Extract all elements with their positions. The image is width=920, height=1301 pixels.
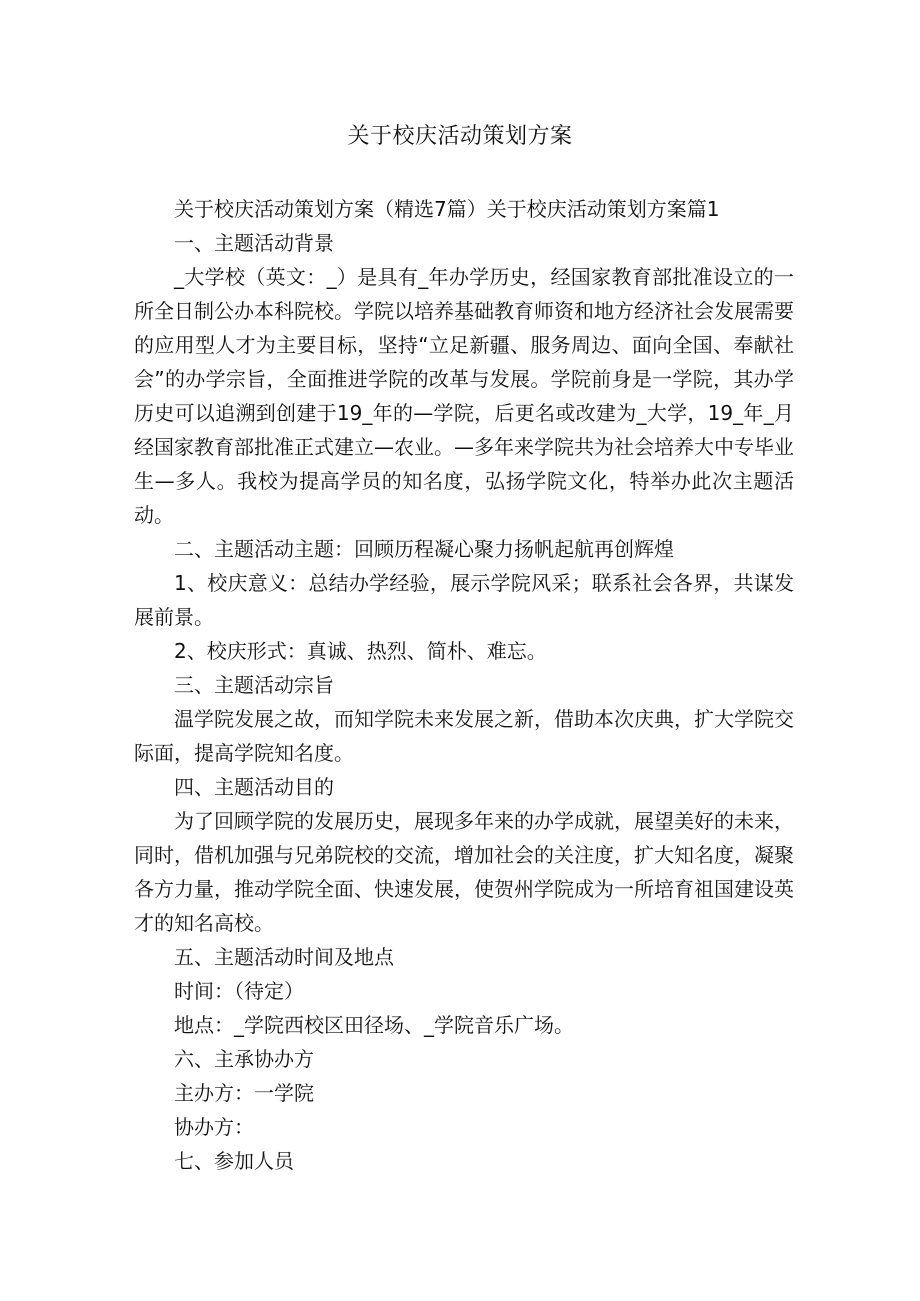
theme-item-form: 2、校庆形式：真诚、热烈、简朴、难忘。 <box>174 639 547 663</box>
section-heading-purpose: 三、主题活动宗旨 <box>174 673 334 697</box>
section-heading-time-place: 五、主题活动时间及地点 <box>174 945 394 969</box>
host-line: 主办方：一学院 <box>174 1081 314 1105</box>
section-heading-organizers: 六、主承协办方 <box>174 1047 314 1071</box>
section-heading-participants: 七、参加人员 <box>174 1149 294 1173</box>
place-line: 地点：_学院西校区田径场、_学院音乐广场。 <box>174 1013 574 1037</box>
document-body <box>134 192 794 1178</box>
document-title: 关于校庆活动策划方案 <box>347 124 573 149</box>
section-heading-background: 一、主题活动背景 <box>174 231 334 255</box>
section-heading-goal: 四、主题活动目的 <box>174 775 334 799</box>
co-host-line: 协办方： <box>174 1115 254 1139</box>
time-line: 时间：（待定） <box>174 979 304 1003</box>
purpose-paragraph: 温学院发展之故，而知学院未来发展之新，借助本次庆典，扩大学院交际面，提高学院知名度。 <box>134 707 794 765</box>
background-paragraph: _大学校（英文：_）是具有_年办学历史，经国家教育部批准设立的一所全日制公办本科院校。学院以培养基础教育师资和地方经济社会发展需要的应用型人才为主要目标，坚持“立足新疆、服务周边、面向全国、奉献社会”的办学宗旨，全面推进学院的改革与发展。学院前身是一学院，其办学历史可以追溯到创建于19_年的—学院，后更名或改建为_大学，19_年_月经国家教育部批准正式建立—农业。—多年来学院共为社会培养大中专毕业生—多人。我校为提高学员的知名度，弘扬学院文化，特举办此次主题活动。 <box>134 265 794 527</box>
section-heading-theme: 二、主题活动主题：回顾历程凝心聚力扬帆起航再创辉煌 <box>174 537 674 561</box>
theme-item-significance: 1、校庆意义：总结办学经验，展示学院风采；联系社会各界，共谋发展前景。 <box>134 571 794 629</box>
goal-paragraph: 为了回顾学院的发展历史，展现多年来的办学成就，展望美好的未来，同时，借机加强与兄弟院校的交流，增加社会的关注度，扩大知名度，凝聚各方力量，推动学院全面、快速发展，使贺州学院成为一所培育祖国建设英才的知名高校。 <box>134 809 794 935</box>
intro-line: 关于校庆活动策划方案（精选7篇）关于校庆活动策划方案篇1 <box>174 197 720 221</box>
